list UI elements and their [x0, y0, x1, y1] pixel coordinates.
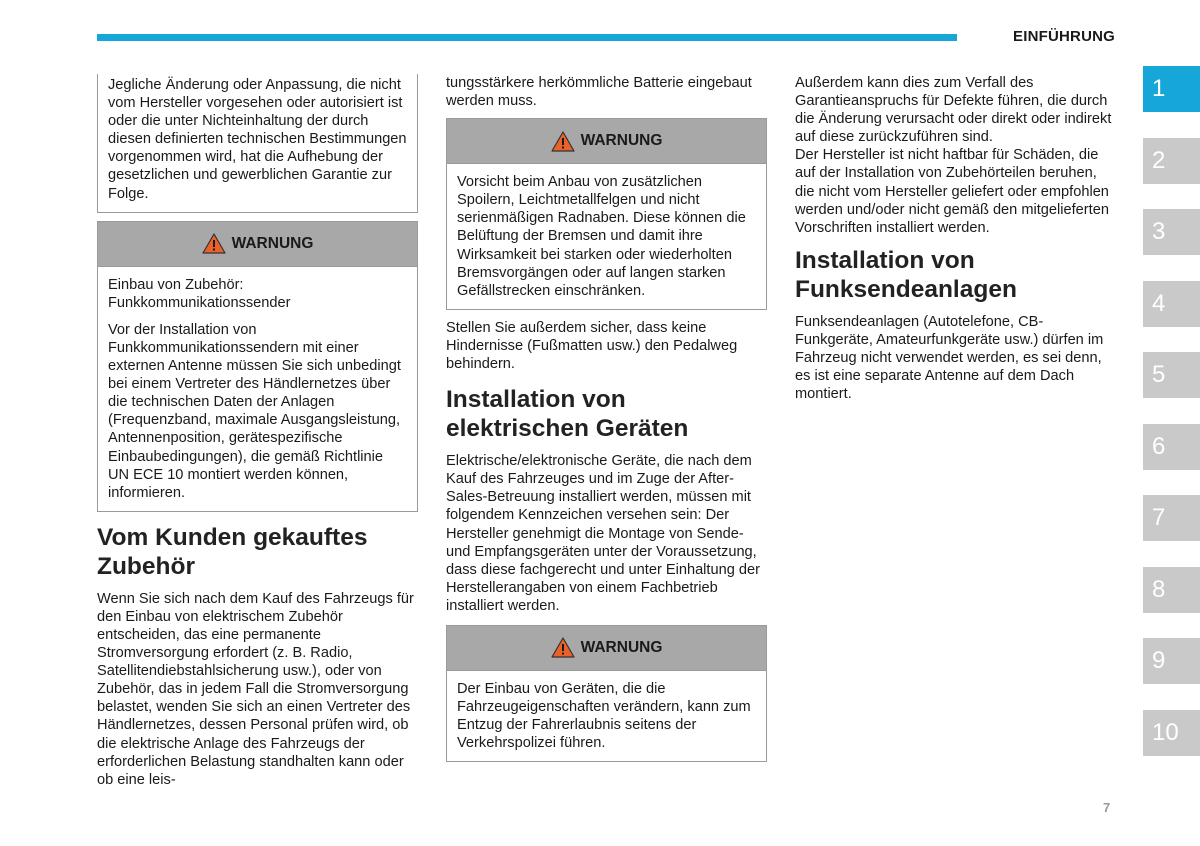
- column-1: [97, 74, 419, 789]
- warning-box-devices: [446, 625, 767, 762]
- warning-triangle-icon: [202, 233, 226, 254]
- chapter-tab-7[interactable]: 7: [1143, 495, 1200, 541]
- chapter-tab-10[interactable]: 10: [1143, 710, 1200, 756]
- column-3: [795, 74, 1117, 403]
- warning-header: [98, 222, 417, 267]
- body-text: Außerdem kann dies zum Verfall des Garantieanspruchs für Defekte führen, die durch die Änderung verursacht oder direkt oder indirekt auf diese zurückzuführen sind.: [795, 75, 1112, 146]
- warning-triangle-icon: [551, 637, 575, 658]
- chapter-tab-2[interactable]: 2: [1143, 138, 1200, 184]
- chapter-tabs: [1143, 66, 1200, 781]
- chapter-tab-4[interactable]: 4: [1143, 281, 1200, 327]
- warning-text: Der Einbau von Geräten, die die Fahrzeugeigenschaften verändern, kann zum Entzug der Fahrerlaubnis seitens der Verkehrspolizei führen.: [457, 680, 751, 752]
- continued-warning-text: Jegliche Änderung oder Anpassung, die nicht vom Hersteller vorgesehen oder autorisiert ist oder die unter Nichteinhaltung der durch diesen definierten technischen Bestimmungen vorgenommen wird, hat die Aufhebung der gesetzlichen und gewerblichen Garantie zur Folge.: [108, 77, 407, 202]
- section-title: EINFÜHRUNG: [1013, 28, 1115, 45]
- warning-triangle-icon: [551, 131, 575, 152]
- warning-header: [447, 626, 766, 671]
- body-text: tungsstärkere herkömmliche Batterie eingebaut werden muss.: [446, 75, 752, 110]
- body-text: Stellen Sie außerdem sicher, dass keine Hindernisse (Fußmatten usw.) den Pedalweg behindern.: [446, 319, 738, 373]
- heading-radio-transmitters: Installation von Funksendeanlagen: [795, 246, 1017, 303]
- warning-label: WARNUNG: [580, 638, 663, 656]
- column-2: [446, 74, 768, 762]
- warning-text: Vor der Installation von Funkkommunikationssendern mit einer externen Antenne müssen Sie sich unbedingt bei einem Vertreter des Händlernetzes über die technischen Daten der Anlagen (Frequenzband, maximale Ausgangsleistung, Antennenposition, gerätespezifische Einbaubedingungen), die gemäß Richtlinie UN ECE 10 montiert werden können, informieren.: [108, 321, 401, 501]
- chapter-tab-1[interactable]: 1: [1143, 66, 1200, 112]
- body-text: Elektrische/elektronische Geräte, die nach dem Kauf des Fahrzeuges und im Zuge der After-Sales-Betreuung installiert werden, müssen mit folgendem Kennzeichen versehen sein: Der Hersteller genehmigt die Montage von Sende- und Empfangsgeräten unter der Voraussetzung, dass diese fachgerecht und unter Einhaltung der Herstellerangaben von einem Fachbetrieb installiert werden.: [446, 453, 760, 614]
- warning-text: Einbau von Zubehör: Funkkommunikationssender: [108, 276, 291, 311]
- chapter-tab-6[interactable]: 6: [1143, 424, 1200, 470]
- body-text: Funksendeanlagen (Autotelefone, CB-Funkgeräte, Amateurfunkgeräte usw.) dürfen im Fahrzeug nicht verwendet werden, es sei denn, es ist eine separate Antenne auf dem Dach montiert.: [795, 313, 1104, 403]
- warning-box-spoilers: [446, 118, 767, 310]
- chapter-tab-5[interactable]: 5: [1143, 352, 1200, 398]
- warning-label: WARNUNG: [231, 234, 314, 252]
- header-accent-bar: [97, 34, 957, 41]
- warning-text: Vorsicht beim Anbau von zusätzlichen Spoilern, Leichtmetallfelgen und nicht serienmäßigen Radnaben. Diese können die Belüftung der Bremsen und damit ihre Wirksamkeit bei starken oder wiederholten Bremsvorgängen oder auf langen starken Gefällstrecken einschränken.: [457, 174, 746, 299]
- heading-customer-accessories: Vom Kunden gekauftes Zubehör: [97, 523, 368, 580]
- body-text: Der Hersteller ist nicht haftbar für Schäden, die auf der Installation von Zubehörteilen beruhen, die nicht vom Hersteller geliefert oder empfohlen werden und/oder nicht gemäß den mitgelieferten Vorschriften installiert werden.: [795, 147, 1109, 236]
- page-number: 7: [1103, 800, 1111, 815]
- warning-box-radio: [97, 221, 418, 512]
- chapter-tab-9[interactable]: 9: [1143, 638, 1200, 684]
- continued-warning-box: [97, 74, 418, 213]
- chapter-tab-3[interactable]: 3: [1143, 209, 1200, 255]
- body-text: Wenn Sie sich nach dem Kauf des Fahrzeugs für den Einbau von elektrischem Zubehör entscheiden, das eine permanente Stromversorgung erfordert (z. B. Radio, Satellitendiebstahlsicherung usw.), oder von Zubehör, das in jedem Fall die Stromversorgung belastet, wenden Sie sich an einen Vertreter des Händlernetzes, dessen Personal prüfen wird, ob die elektrische Anlage des Fahrzeugs der erforderlichen Belastung standhalten kann oder ob eine leis-: [97, 590, 414, 788]
- warning-header: [447, 119, 766, 164]
- warning-label: WARNUNG: [580, 132, 663, 150]
- chapter-tab-8[interactable]: 8: [1143, 567, 1200, 613]
- heading-electric-devices: Installation von elektrischen Geräten: [446, 386, 689, 443]
